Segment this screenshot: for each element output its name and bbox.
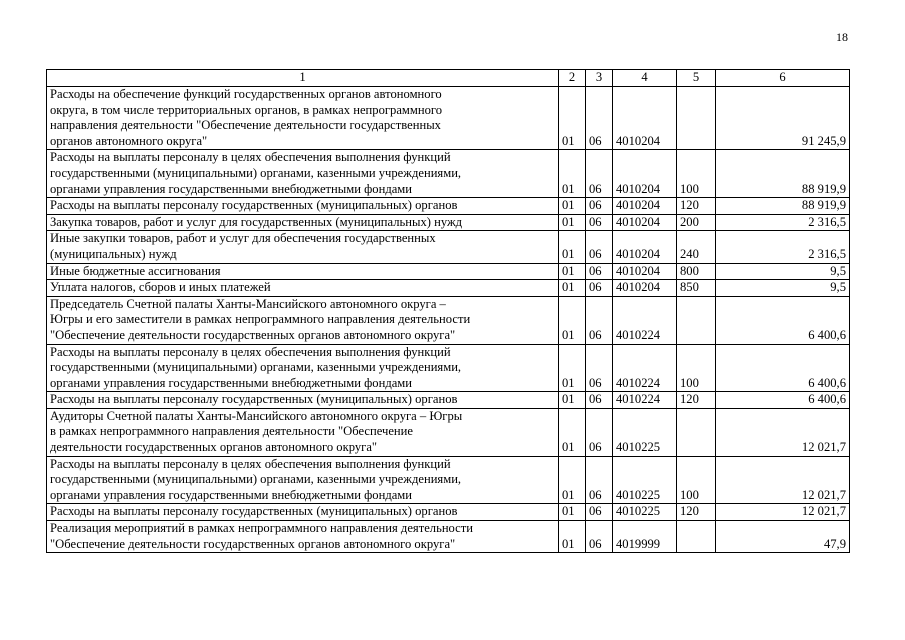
target-article-cell: 4010204 <box>613 87 677 150</box>
row-name-cell: Реализация мероприятий в рамках непрограммного направления деятельности "Обеспечение деятельности государственных органов автономного округа" <box>47 521 559 553</box>
amount-cell: 91 245,9 <box>716 87 850 150</box>
section-code-cell: 01 <box>559 280 586 297</box>
amount-cell: 2 316,5 <box>716 231 850 263</box>
section-code-cell: 01 <box>559 521 586 553</box>
target-article-cell: 4010204 <box>613 214 677 231</box>
amount-cell: 6 400,6 <box>716 392 850 409</box>
column-header-subsection: 3 <box>586 70 613 87</box>
amount-cell: 6 400,6 <box>716 344 850 392</box>
expense-type-cell <box>677 87 716 150</box>
section-code-cell: 01 <box>559 344 586 392</box>
target-article-cell: 4010225 <box>613 456 677 504</box>
section-code-cell: 01 <box>559 231 586 263</box>
amount-cell: 6 400,6 <box>716 296 850 344</box>
row-name-cell: Расходы на выплаты персоналу в целях обеспечения выполнения функций государственными (муниципальными) органами, казенными учреждениями, органами управления государственными внебюджетными фондами <box>47 150 559 198</box>
section-code-cell: 01 <box>559 296 586 344</box>
row-name-cell: Расходы на выплаты персоналу в целях обеспечения выполнения функций государственными (муниципальными) органами, казенными учреждениями, органами управления государственными внебюджетными фондами <box>47 344 559 392</box>
table-row <box>47 392 850 409</box>
subsection-code-cell: 06 <box>586 280 613 297</box>
expense-type-cell <box>677 521 716 553</box>
subsection-code-cell: 06 <box>586 344 613 392</box>
table-row <box>47 231 850 263</box>
expense-type-cell: 120 <box>677 392 716 409</box>
budget-table <box>46 69 850 553</box>
column-header-section: 2 <box>559 70 586 87</box>
expense-type-cell: 240 <box>677 231 716 263</box>
table-row <box>47 87 850 150</box>
column-header-amount: 6 <box>716 70 850 87</box>
section-code-cell: 01 <box>559 150 586 198</box>
section-code-cell: 01 <box>559 198 586 215</box>
amount-cell: 12 021,7 <box>716 504 850 521</box>
table-body <box>47 87 850 553</box>
table-row <box>47 456 850 504</box>
amount-cell: 9,5 <box>716 263 850 280</box>
column-header-name: 1 <box>47 70 559 87</box>
column-header-target-article: 4 <box>613 70 677 87</box>
expense-type-cell: 120 <box>677 198 716 215</box>
subsection-code-cell: 06 <box>586 198 613 215</box>
expense-type-cell: 800 <box>677 263 716 280</box>
amount-cell: 47,9 <box>716 521 850 553</box>
subsection-code-cell: 06 <box>586 231 613 263</box>
target-article-cell: 4010204 <box>613 231 677 263</box>
expense-type-cell: 100 <box>677 150 716 198</box>
target-article-cell: 4010224 <box>613 392 677 409</box>
amount-cell: 12 021,7 <box>716 456 850 504</box>
expense-type-cell: 200 <box>677 214 716 231</box>
expense-type-cell <box>677 408 716 456</box>
subsection-code-cell: 06 <box>586 150 613 198</box>
target-article-cell: 4010224 <box>613 344 677 392</box>
amount-cell: 88 919,9 <box>716 150 850 198</box>
section-code-cell: 01 <box>559 504 586 521</box>
section-code-cell: 01 <box>559 87 586 150</box>
table-row <box>47 214 850 231</box>
table-row <box>47 198 850 215</box>
target-article-cell: 4010204 <box>613 263 677 280</box>
subsection-code-cell: 06 <box>586 87 613 150</box>
row-name-cell: Закупка товаров, работ и услуг для государственных (муниципальных) нужд <box>47 214 559 231</box>
row-name-cell: Расходы на выплаты персоналу государственных (муниципальных) органов <box>47 392 559 409</box>
table-header-row <box>47 70 850 87</box>
target-article-cell: 4010204 <box>613 280 677 297</box>
table-row <box>47 504 850 521</box>
expense-type-cell: 100 <box>677 344 716 392</box>
target-article-cell: 4010224 <box>613 296 677 344</box>
amount-cell: 88 919,9 <box>716 198 850 215</box>
target-article-cell: 4010204 <box>613 150 677 198</box>
subsection-code-cell: 06 <box>586 521 613 553</box>
row-name-cell: Председатель Счетной палаты Ханты-Мансийского автономного округа – Югры и его заместители в рамках непрограммного направления деятельности "Обеспечение деятельности государственных органов автономного округа" <box>47 296 559 344</box>
section-code-cell: 01 <box>559 392 586 409</box>
expense-type-cell: 850 <box>677 280 716 297</box>
table-row <box>47 280 850 297</box>
expense-type-cell <box>677 296 716 344</box>
row-name-cell: Аудиторы Счетной палаты Ханты-Мансийского автономного округа – Югры в рамках непрограммного направления деятельности "Обеспечение деятельности государственных органов автономного округа" <box>47 408 559 456</box>
section-code-cell: 01 <box>559 456 586 504</box>
table-row <box>47 150 850 198</box>
subsection-code-cell: 06 <box>586 408 613 456</box>
section-code-cell: 01 <box>559 263 586 280</box>
subsection-code-cell: 06 <box>586 392 613 409</box>
row-name-cell: Расходы на выплаты персоналу в целях обеспечения выполнения функций государственными (муниципальными) органами, казенными учреждениями, органами управления государственными внебюджетными фондами <box>47 456 559 504</box>
row-name-cell: Иные закупки товаров, работ и услуг для обеспечения государственных (муниципальных) нужд <box>47 231 559 263</box>
subsection-code-cell: 06 <box>586 296 613 344</box>
section-code-cell: 01 <box>559 214 586 231</box>
target-article-cell: 4010225 <box>613 408 677 456</box>
row-name-cell: Расходы на выплаты персоналу государственных (муниципальных) органов <box>47 198 559 215</box>
amount-cell: 2 316,5 <box>716 214 850 231</box>
subsection-code-cell: 06 <box>586 504 613 521</box>
target-article-cell: 4019999 <box>613 521 677 553</box>
amount-cell: 12 021,7 <box>716 408 850 456</box>
row-name-cell: Иные бюджетные ассигнования <box>47 263 559 280</box>
table-row <box>47 344 850 392</box>
table-row <box>47 263 850 280</box>
row-name-cell: Расходы на выплаты персоналу государственных (муниципальных) органов <box>47 504 559 521</box>
target-article-cell: 4010204 <box>613 198 677 215</box>
expense-type-cell: 100 <box>677 456 716 504</box>
table-row <box>47 408 850 456</box>
table-row <box>47 521 850 553</box>
row-name-cell: Расходы на обеспечение функций государственных органов автономного округа, в том числе территориальных органов, в рамках непрограммного направления деятельности "Обеспечение деятельности государственных органов автономного округа" <box>47 87 559 150</box>
row-name-cell: Уплата налогов, сборов и иных платежей <box>47 280 559 297</box>
table-row <box>47 296 850 344</box>
subsection-code-cell: 06 <box>586 263 613 280</box>
column-header-expense-type: 5 <box>677 70 716 87</box>
expense-type-cell: 120 <box>677 504 716 521</box>
amount-cell: 9,5 <box>716 280 850 297</box>
target-article-cell: 4010225 <box>613 504 677 521</box>
section-code-cell: 01 <box>559 408 586 456</box>
subsection-code-cell: 06 <box>586 456 613 504</box>
page-number: 18 <box>836 30 848 44</box>
subsection-code-cell: 06 <box>586 214 613 231</box>
